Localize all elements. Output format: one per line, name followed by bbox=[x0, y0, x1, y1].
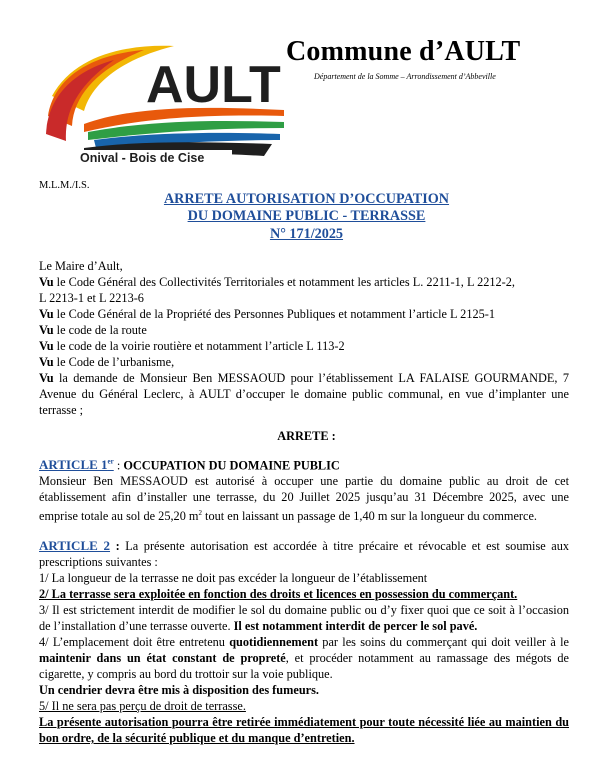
commune-subtitle: Département de la Somme – Arrondissement d’Abbeville bbox=[314, 72, 496, 81]
document-title-line1: ARRETE AUTORISATION D’OCCUPATION bbox=[163, 191, 450, 207]
article-2-label: ARTICLE 2 bbox=[39, 538, 111, 553]
vu-line-1: Vu le Code Général des Collectivités Territoriales et notamment les articles L. 2211-1, L 2212-2, bbox=[39, 275, 515, 289]
article-2-final: La présente autorisation pourra être retirée immédiatement pour toute nécessité liée au maintien du bon ordre, de la sécurité publique et du manque d’entretien. bbox=[39, 715, 569, 745]
article-2-cendrier: Un cendrier devra être mis à disposition des fumeurs. bbox=[39, 683, 319, 697]
article-2-intro: ARTICLE 2 : La présente autorisation est accordée à titre précaire et révocable et est soumise aux prescriptions suivantes : bbox=[39, 538, 570, 569]
article-2-item-2: 2/ La terrasse sera exploitée en fonction des droits et licences en possession du commerçant. bbox=[39, 587, 518, 601]
vu-line-1b: L 2213-1 et L 2213-6 bbox=[39, 291, 144, 305]
article-2-item-1: 1/ La longueur de la terrasse ne doit pas excéder la longueur de l’établissement bbox=[39, 571, 428, 585]
arrete-heading: ARRETE : bbox=[277, 429, 336, 443]
article-2-item-4: 4/ L’emplacement doit être entretenu quotidiennement par les soins du commerçant qui doit veiller à le maintenir dans un état constant de propreté, et procéder notamment au ramassage des mégots de cigarette, y compris au bord du trottoir sur la voie publique. bbox=[39, 635, 569, 681]
maire-line: Le Maire d’Ault, bbox=[39, 259, 123, 273]
article-1-label: ARTICLE 1er bbox=[39, 457, 114, 473]
article-2-item-5: 5/ Il ne sera pas perçu de droit de terrasse. bbox=[39, 699, 246, 713]
vu-line-2: Vu le Code Général de la Propriété des Personnes Publiques et notamment l’article L 2125-1 bbox=[39, 307, 496, 321]
vu-line-3: Vu le code de la route bbox=[39, 323, 147, 337]
reference-code: M.L.M./I.S. bbox=[39, 180, 90, 191]
article-1 bbox=[39, 454, 569, 524]
ault-logo bbox=[44, 36, 288, 166]
document-title-line2: DU DOMAINE PUBLIC - TERRASSE bbox=[187, 208, 426, 224]
article-2-item-3: 3/ Il est strictement interdit de modifier le sol du domaine public ou d’y fixer quoi que ce soit à l’occasion de l’installation d’une terrasse ouverte. Il est notamment interdit de percer le sol pavé. bbox=[39, 603, 569, 633]
logo-text: AULT bbox=[146, 56, 281, 114]
vu-line-5: Vu le Code de l’urbanisme, bbox=[39, 355, 175, 369]
vu-line-6: Vu la demande de Monsieur Ben MESSAOUD pour l’établissement LA FALAISE GOURMANDE, 7 Avenue du Général Leclerc, à AULT d’occuper le domaine public communal, en vue d’implanter une terrasse ; bbox=[39, 371, 569, 417]
preamble bbox=[39, 258, 569, 418]
article-1-heading: ARTICLE 1er : OCCUPATION DU DOMAINE PUBLIC bbox=[39, 457, 340, 473]
logo-subtitle: Onival - Bois de Cise bbox=[80, 151, 205, 165]
vu-line-4: Vu le code de la voirie routière et notamment l’article L 113-2 bbox=[39, 339, 345, 353]
document-title-line3: N° 171/2025 bbox=[269, 226, 344, 242]
article-1-title: OCCUPATION DU DOMAINE PUBLIC bbox=[123, 458, 340, 473]
article-1-text: Monsieur Ben MESSAOUD est autorisé à occuper une partie du domaine public au droit de cet établissement afin d’installer une terrasse, du 20 Juillet 2025 jusqu’au 31 Décembre 2025, avec une emprise totale au sol de 25,20 $m^2$ tout en laissant un passage de 1,40 m sur la longueur du commerce. bbox=[39, 474, 569, 524]
commune-title: Commune d’AULT bbox=[286, 36, 521, 67]
article-2 bbox=[39, 538, 569, 746]
